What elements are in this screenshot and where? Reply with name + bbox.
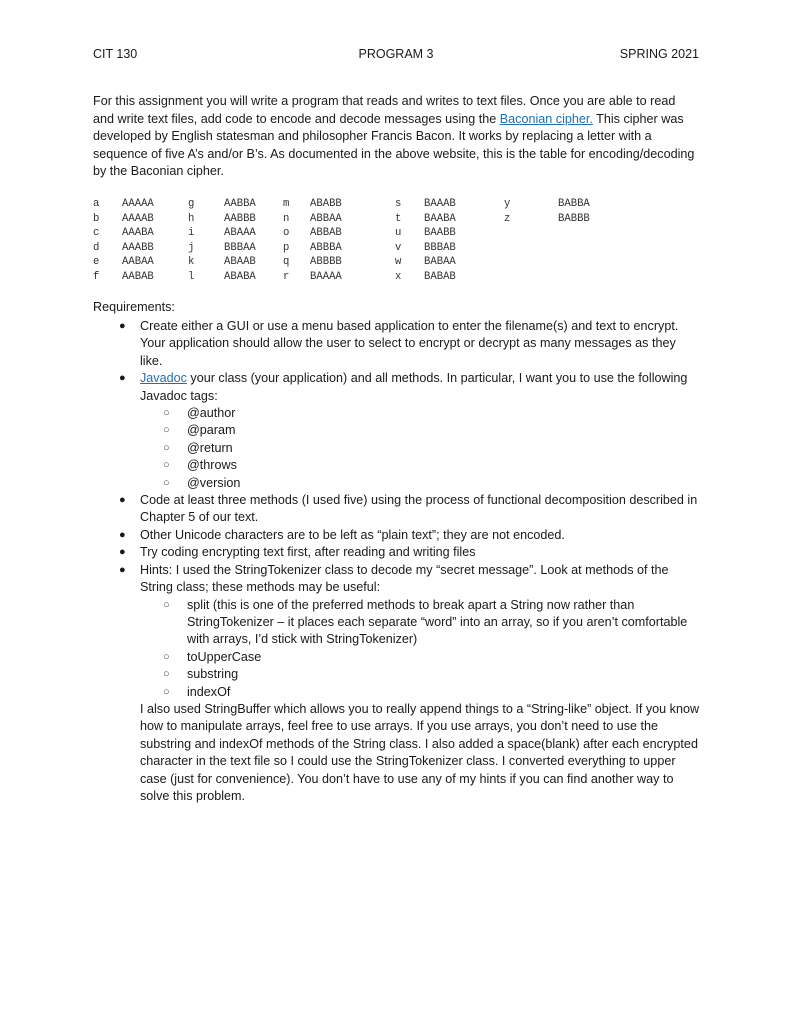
intro-text-after-link: This cipher was developed by English statesman and philosopher Francis Bacon. It works by replacing a letter with a sequence of five A’s and/or B’s. As documented in the above website, this is the table for encoding/decoding by the Baconian cipher.: [93, 111, 695, 179]
bullet-icon: ●: [119, 372, 126, 385]
cipher-code: AABAB: [122, 271, 154, 283]
cipher-letter: k: [188, 256, 195, 269]
cipher-code: AABAA: [122, 256, 154, 269]
string-methods-list: [163, 597, 700, 701]
cipher-code: AAAAA: [122, 198, 154, 210]
cipher-letter: v: [395, 241, 402, 254]
cipher-code: ABAAB: [224, 256, 256, 269]
hollow-bullet-icon: ○: [163, 441, 170, 454]
cipher-letter: t: [395, 212, 402, 225]
cipher-code: BABAB: [424, 271, 456, 283]
hollow-bullet-icon: ○: [163, 668, 170, 681]
cipher-letter: g: [188, 198, 195, 210]
cipher-letter: i: [188, 227, 195, 240]
sub-item-text: @author: [187, 406, 236, 421]
header-term: SPRING 2021: [619, 47, 699, 61]
cipher-letter: b: [93, 212, 100, 225]
cipher-letter: q: [283, 256, 290, 269]
cipher-code: ABABB: [310, 198, 342, 210]
hollow-bullet-icon: ○: [163, 476, 170, 489]
cipher-letter: h: [188, 212, 195, 225]
cipher-code: BBBAB: [424, 241, 456, 254]
bullet-icon: ●: [119, 546, 126, 559]
requirement-item: [119, 544, 700, 561]
sub-list-item: [163, 440, 700, 457]
requirement-text: Code at least three methods (I used five) using the process of functional decomposition described in Chapter 5 of our text.: [140, 493, 698, 525]
requirement-text: Hints: I used the StringTokenizer class to decode my “secret message”. Look at methods of the String class; these methods may be useful:: [140, 562, 669, 595]
requirement-text: Try coding encrypting text first, after reading and writing files: [140, 545, 476, 560]
intro-text-before-link: For this assignment you will write a program that reads and writes to text files. Once you are able to read and write text files, add code to encode and decode messages using the: [93, 94, 676, 126]
javadoc-link[interactable]: Javadoc: [140, 371, 187, 386]
hollow-bullet-icon: ○: [163, 650, 170, 663]
cipher-letter: r: [283, 271, 290, 283]
sub-item-text: substring: [187, 667, 239, 682]
cipher-code: BABAA: [424, 256, 456, 269]
cipher-letter: w: [395, 256, 402, 269]
cipher-letter: d: [93, 241, 100, 254]
cipher-code: AABBA: [224, 198, 256, 210]
sub-list-item: [163, 684, 700, 701]
cipher-code: AAABB: [122, 241, 154, 254]
sub-item-text: toUpperCase: [187, 649, 262, 664]
intro-paragraph: [93, 93, 699, 181]
sub-item-text: @throws: [187, 458, 237, 473]
cipher-code: AABBB: [224, 212, 256, 225]
cipher-letter: p: [283, 241, 290, 254]
cipher-letter: f: [93, 271, 100, 283]
cipher-code: BAAAA: [310, 271, 342, 283]
page-header: [93, 47, 699, 65]
cipher-code: BAABA: [424, 212, 456, 225]
requirement-text: Other Unicode characters are to be left as “plain text”; they are not encoded.: [140, 527, 565, 542]
header-title: PROGRAM 3: [358, 47, 434, 61]
requirements-list: [119, 318, 700, 805]
requirement-item: [119, 527, 700, 544]
requirement-item: [119, 370, 700, 492]
hollow-bullet-icon: ○: [163, 424, 170, 437]
requirement-text: Create either a GUI or use a menu based application to enter the filename(s) and text to encrypt. Your application should allow the user to select to encrypt or decrypt as many messages as they like.: [140, 319, 679, 368]
cipher-code: ABBAA: [310, 212, 342, 225]
cipher-letter: l: [188, 271, 195, 283]
sub-list-item: [163, 422, 700, 439]
cipher-letter: n: [283, 212, 290, 225]
sub-list-item: [163, 597, 700, 649]
sub-item-text: @param: [187, 423, 236, 438]
hints-note: I also used StringBuffer which allows you to really append things to a “String-like” object. If you know how to manipulate arrays, feel free to use arrays. If you use arrays, you don’t need to use the substring and indexOf methods of the String class. I also added a space(blank) after each encrypted character in the text file so I could use the StringTokenizer class. I converted everything to upper case (just for convenience). You don’t have to use any of my hints if you can find another way to solve this problem.: [140, 701, 700, 803]
cipher-code: ABAAA: [224, 227, 256, 240]
cipher-code: ABBAB: [310, 227, 342, 240]
cipher-letter: u: [395, 227, 402, 240]
cipher-code: BAABB: [424, 227, 456, 240]
requirement-item: [119, 492, 700, 527]
cipher-code: ABABA: [224, 271, 256, 283]
cipher-code: BABBA: [558, 198, 590, 210]
sub-list-item: [163, 666, 700, 683]
cipher-letter: m: [283, 198, 290, 210]
requirements-heading: Requirements:: [93, 300, 175, 314]
cipher-letter: e: [93, 256, 100, 269]
sub-list-item: [163, 405, 700, 422]
baconian-cipher-table: [93, 198, 699, 288]
cipher-code: AAABA: [122, 227, 154, 240]
hollow-bullet-icon: ○: [163, 407, 170, 420]
bullet-icon: ●: [119, 320, 126, 332]
requirement-item: [119, 318, 700, 370]
sub-item-text: @return: [187, 440, 233, 455]
hollow-bullet-icon: ○: [163, 685, 170, 698]
bullet-icon: ●: [119, 528, 126, 541]
sub-item-text: @version: [187, 475, 241, 490]
header-course: CIT 130: [93, 47, 138, 61]
bullet-icon: ●: [119, 563, 126, 576]
cipher-code: BBBAA: [224, 241, 256, 254]
sub-list-item: [163, 475, 700, 492]
cipher-letter: s: [395, 198, 402, 210]
requirement-text: your class (your application) and all methods. In particular, I want you to use the following Javadoc tags:: [140, 371, 688, 403]
sub-item-text: indexOf: [187, 684, 231, 699]
javadoc-tags-list: [163, 405, 700, 492]
cipher-letter: y: [504, 198, 511, 210]
sub-list-item: [163, 649, 700, 666]
cipher-code: AAAAB: [122, 212, 154, 225]
bullet-icon: ●: [119, 494, 126, 507]
hollow-bullet-icon: ○: [163, 459, 170, 472]
cipher-letter: x: [395, 271, 402, 283]
cipher-letter: c: [93, 227, 100, 240]
sub-item-text: split (this is one of the preferred methods to break apart a String now rather than StringTokenizer – it places each separate “word” into an array, so if you aren’t comfortable with arrays, I’d stick with StringTokenizer): [187, 597, 688, 647]
cipher-letter: a: [93, 198, 100, 210]
cipher-letter: z: [504, 212, 511, 225]
cipher-code: BAAAB: [424, 198, 456, 210]
cipher-code: BABBB: [558, 212, 590, 225]
hollow-bullet-icon: ○: [163, 598, 170, 611]
requirement-item: [119, 562, 700, 806]
baconian-cipher-link[interactable]: Baconian cipher.: [499, 111, 593, 126]
sub-list-item: [163, 457, 700, 474]
cipher-letter: j: [188, 241, 195, 254]
cipher-code: ABBBB: [310, 256, 342, 269]
cipher-letter: o: [283, 227, 290, 240]
cipher-code: ABBBA: [310, 241, 342, 254]
